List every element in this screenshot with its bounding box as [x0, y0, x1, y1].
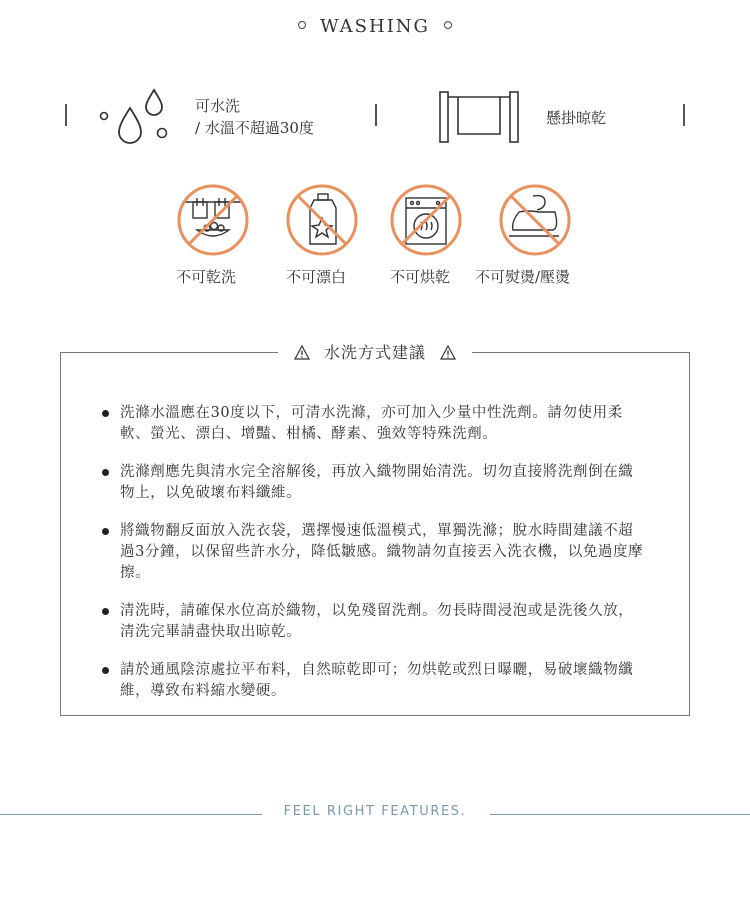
- hanging-dry-icon: [438, 88, 520, 144]
- divider: [375, 104, 377, 126]
- no-dry-clean-icon: [175, 182, 251, 258]
- no-bleach-label: 不可漂白: [286, 268, 347, 286]
- divider: [683, 104, 685, 126]
- list-item: 清洗時，請確保水位高於織物，以免殘留洗劑。勿長時間浸泡或是洗後久放，清洗完畢請盡快取出晾乾。: [100, 601, 645, 643]
- tips-title: [0, 340, 750, 363]
- water-drops-icon: [92, 86, 182, 146]
- title-dot-right: [444, 21, 452, 29]
- list-item: 將織物翻反面放入洗衣袋，選擇慢速低溫模式，單獨洗滌；脫水時間建議不超過3分鐘，以保留些許水分，降低皺感。織物請勿直接丟入洗衣機，以免過度摩擦。: [100, 521, 645, 584]
- no-iron-label: 不可熨燙/壓燙: [475, 268, 571, 286]
- section-title: [0, 16, 750, 37]
- divider: [65, 104, 67, 126]
- warning-icon: [294, 345, 310, 360]
- list-item: 請於通風陰涼處拉平布料，自然晾乾即可；勿烘乾或烈日曝曬，易破壞織物纖維，導致布料縮水變硬。: [100, 660, 645, 702]
- tips-title-text: 水洗方式建議: [323, 343, 426, 362]
- no-tumble-dry-label: 不可烘乾: [390, 268, 451, 286]
- section-title-text: WASHING: [320, 16, 430, 37]
- wash-line-2: / 水溫不超過30度: [195, 119, 314, 137]
- no-iron-icon: [497, 182, 573, 258]
- dry-instruction: 懸掛晾乾: [546, 109, 607, 127]
- list-item: 洗滌劑應先與清水完全溶解後，再放入織物開始清洗。切勿直接將洗劑倒在織物上，以免破壞布料纖維。: [100, 462, 645, 504]
- wash-line-1: 可水洗: [195, 97, 241, 115]
- title-dot-left: [298, 21, 306, 29]
- no-dry-clean-label: 不可乾洗: [176, 268, 237, 286]
- wash-instruction: [195, 95, 365, 139]
- warning-icon: [440, 345, 456, 360]
- footer-brand: FEEL RIGHT FEATURES.: [283, 804, 467, 819]
- no-bleach-icon: [284, 182, 360, 258]
- list-item: 洗滌水溫應在30度以下，可清水洗滌，亦可加入少量中性洗劑。請勿使用柔軟、螢光、漂白、增豔、柑橘、酵素、強效等特殊洗劑。: [100, 403, 645, 445]
- tips-list: [100, 403, 645, 719]
- no-tumble-dry-icon: [388, 182, 464, 258]
